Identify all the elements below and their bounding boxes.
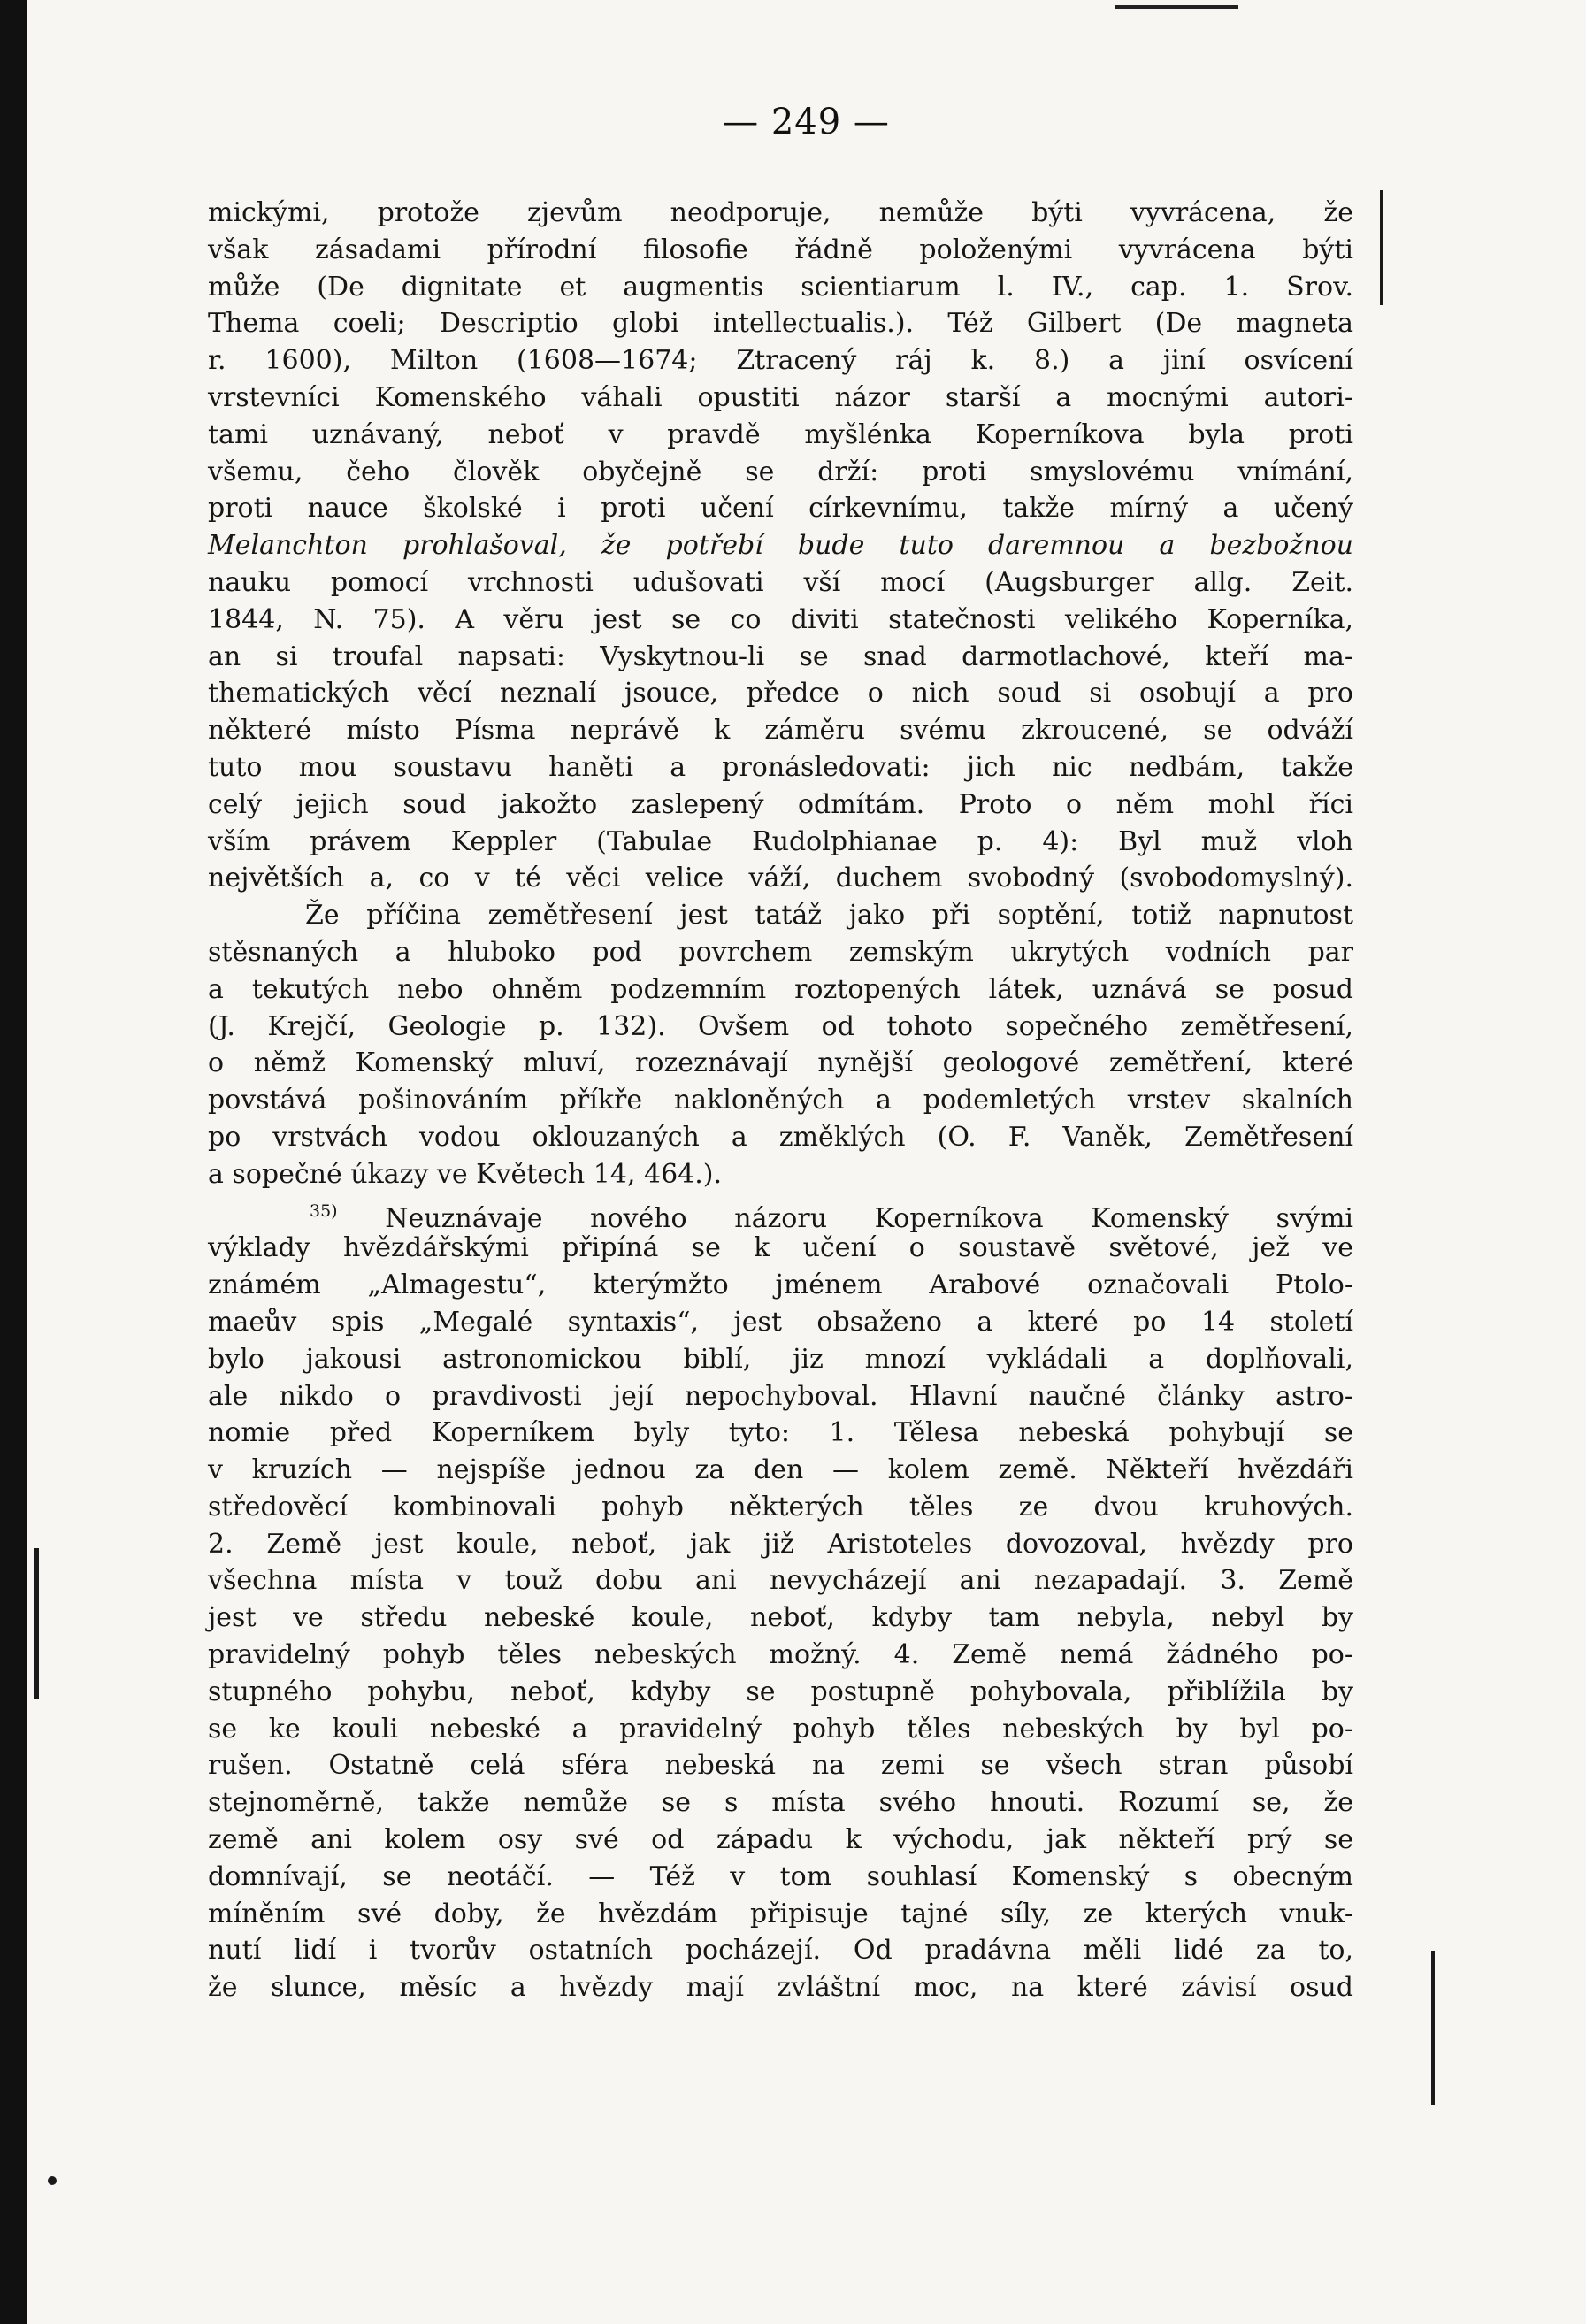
text-line: thematických věcí neznalí jsouce, předce o nich soud si osobují a pro — [208, 678, 1353, 709]
text-line: 1844, N. 75). A věru jest se co diviti statečnosti velikého Koperníka, — [208, 603, 1353, 635]
text-line: bylo jakousi astronomickou biblí, jiz mnozí vykládali a doplňovali, — [208, 1343, 1353, 1375]
text-line: nomie před Koperníkem byly tyto: 1. Tělesa nebeská pohybují se — [208, 1417, 1353, 1449]
text-line: Thema coeli; Descriptio globi intellectualis.). Též Gilbert (De magneta — [208, 308, 1353, 340]
text-line: an si troufal napsati: Vyskytnou-li se snad darmotlachové, kteří ma- — [208, 640, 1353, 672]
text-line: domnívají, se neotáčí. — Též v tom souhlasí Komenský s obecným — [208, 1860, 1353, 1892]
book-page — [27, 0, 1586, 2324]
margin-mark-top-right — [1380, 190, 1383, 305]
text-line: stejnoměrně, takže nemůže se s místa svého hnouti. Rozumí se, že — [208, 1787, 1353, 1819]
text-line: výklady hvězdářskými připíná se k učení o soustavě světové, jež ve — [208, 1232, 1353, 1264]
text-line: stěsnaných a hluboko pod povrchem zemským ukrytých vodních par — [208, 936, 1353, 968]
text-line: země ani kolem osy své od západu k východu, jak někteří prý se — [208, 1824, 1353, 1856]
text-line: po vrstvách vodou oklouzaných a změklých (O. F. Vaněk, Zemětřesení — [208, 1121, 1353, 1153]
scan-top-mark — [1115, 5, 1238, 9]
text-line: 2. Země jest koule, neboť, jak již Aristoteles dovozoval, hvězdy pro — [208, 1528, 1353, 1560]
body-text — [208, 195, 1353, 2044]
text-line: ale nikdo o pravdivosti její nepochyboval. Hlavní naučné články astro- — [208, 1380, 1353, 1412]
text-line: Melanchton prohlašoval, že potřebí bude tuto daremnou a bezbožnou — [208, 530, 1353, 562]
footnote-line — [208, 1193, 1353, 1234]
margin-mark-bottom-right — [1431, 1951, 1435, 2105]
text-line: maeův spis „Megalé syntaxis“, jest obsaženo a které po 14 století — [208, 1306, 1353, 1338]
text-line: pravidelný pohyb těles nebeských možný. 4. Země nemá žádného po- — [208, 1639, 1353, 1671]
text-line: se ke kouli nebeské a pravidelný pohyb těles nebeských by byl po- — [208, 1713, 1353, 1745]
text-line: povstává pošinováním příkře nakloněných a podemletých vrstev skalních — [208, 1085, 1353, 1116]
text-line: všechna místa v touž dobu ani nevycházejí ani nezapadají. 3. Země — [208, 1565, 1353, 1597]
footnote-mark: 35) — [310, 1200, 338, 1221]
text-line: jest ve středu nebeské koule, neboť, kdyby tam nebyla, nebyl by — [208, 1602, 1353, 1634]
text-line: všemu, čeho člověk obyčejně se drží: proti smyslovému vnímání, — [208, 456, 1353, 487]
text-line: (J. Krejčí, Geologie p. 132). Ovšem od tohoto sopečného zemětřesení, — [208, 1010, 1353, 1042]
text-line: nauku pomocí vrchnosti udušovati vší mocí (Augsburger allg. Zeit. — [208, 566, 1353, 598]
text-line: stupného pohybu, neboť, kdyby se postupně pohybovala, přiblížila by — [208, 1676, 1353, 1707]
text-line: však zásadami přírodní filosofie řádně položenými vyvrácena býti — [208, 234, 1353, 265]
text-line: největších a, co v té věci velice váží, duchem svobodný (svobodomyslný). — [208, 863, 1353, 894]
text-line: středověcí kombinovali pohyb některých těles ze dvou kruhových. — [208, 1491, 1353, 1522]
text-line: nutí lidí i tvorův ostatních pocházejí. Od pradávna měli lidé za to, — [208, 1935, 1353, 1967]
footnote-text: Neuznávaje nového názoru Koperníkova Komenský svými — [385, 1202, 1353, 1234]
text-line: rušen. Ostatně celá sféra nebeská na zemi se všech stran působí — [208, 1750, 1353, 1782]
text-line — [208, 2006, 1353, 2044]
text-line: o němž Komenský mluví, rozeznávají nynější geologové zemětření, které — [208, 1047, 1353, 1079]
page-number: — 249 — — [723, 102, 890, 142]
scan-left-edge — [0, 0, 27, 2324]
margin-mark-left — [34, 1548, 39, 1699]
text-line: že slunce, měsíc a hvězdy mají zvláštní moc, na které závisí osud — [208, 1972, 1353, 2004]
text-line: v kruzích — nejspíše jednou za den — kolem země. Někteří hvězdáři — [208, 1454, 1353, 1486]
text-line: celý jejich soud jakožto zaslepený odmítám. Proto o něm mohl říci — [208, 788, 1353, 820]
text-line: a sopečné úkazy ve Květech 14, 464.). — [208, 1158, 723, 1190]
text-line: tuto mou soustavu haněti a pronásledovati: jich nic nedbám, takže — [208, 751, 1353, 783]
text-line: a tekutých nebo ohněm podzemním roztopených látek, uznává se posud — [208, 973, 1353, 1005]
text-line: r. 1600), Milton (1608—1674; Ztracený ráj k. 8.) a jiní osvícení — [208, 345, 1353, 377]
text-line: známém „Almagestu“, kterýmžto jménem Arabové označovali Ptolo- — [208, 1269, 1353, 1301]
text-line: Že příčina zemětřesení jest tatáž jako při soptění, totiž napnutost — [305, 900, 1353, 932]
text-line: vrstevníci Komenského váhali opustiti názor starší a mocnými autori- — [208, 381, 1353, 413]
text-line: mickými, protože zjevům neodporuje, nemůže býti vyvrácena, že — [208, 197, 1353, 228]
text-line: tami uznávaný, neboť v pravdě myšlénka Koperníkova byla proti — [208, 418, 1353, 450]
text-line: proti nauce školské i proti učení církevnímu, takže mírný a učený — [208, 493, 1353, 525]
margin-dot — [48, 2176, 57, 2185]
text-line: vším právem Keppler (Tabulae Rudolphianae p. 4): Byl muž vloh — [208, 825, 1353, 857]
text-line: některé místo Písma neprávě k záměru svému zkroucené, se odváží — [208, 715, 1353, 747]
text-line: může (De dignitate et augmentis scientiarum l. IV., cap. 1. Srov. — [208, 271, 1353, 303]
text-line: míněním své doby, že hvězdám připisuje tajné síly, ze kterých vnuk- — [208, 1898, 1353, 1929]
